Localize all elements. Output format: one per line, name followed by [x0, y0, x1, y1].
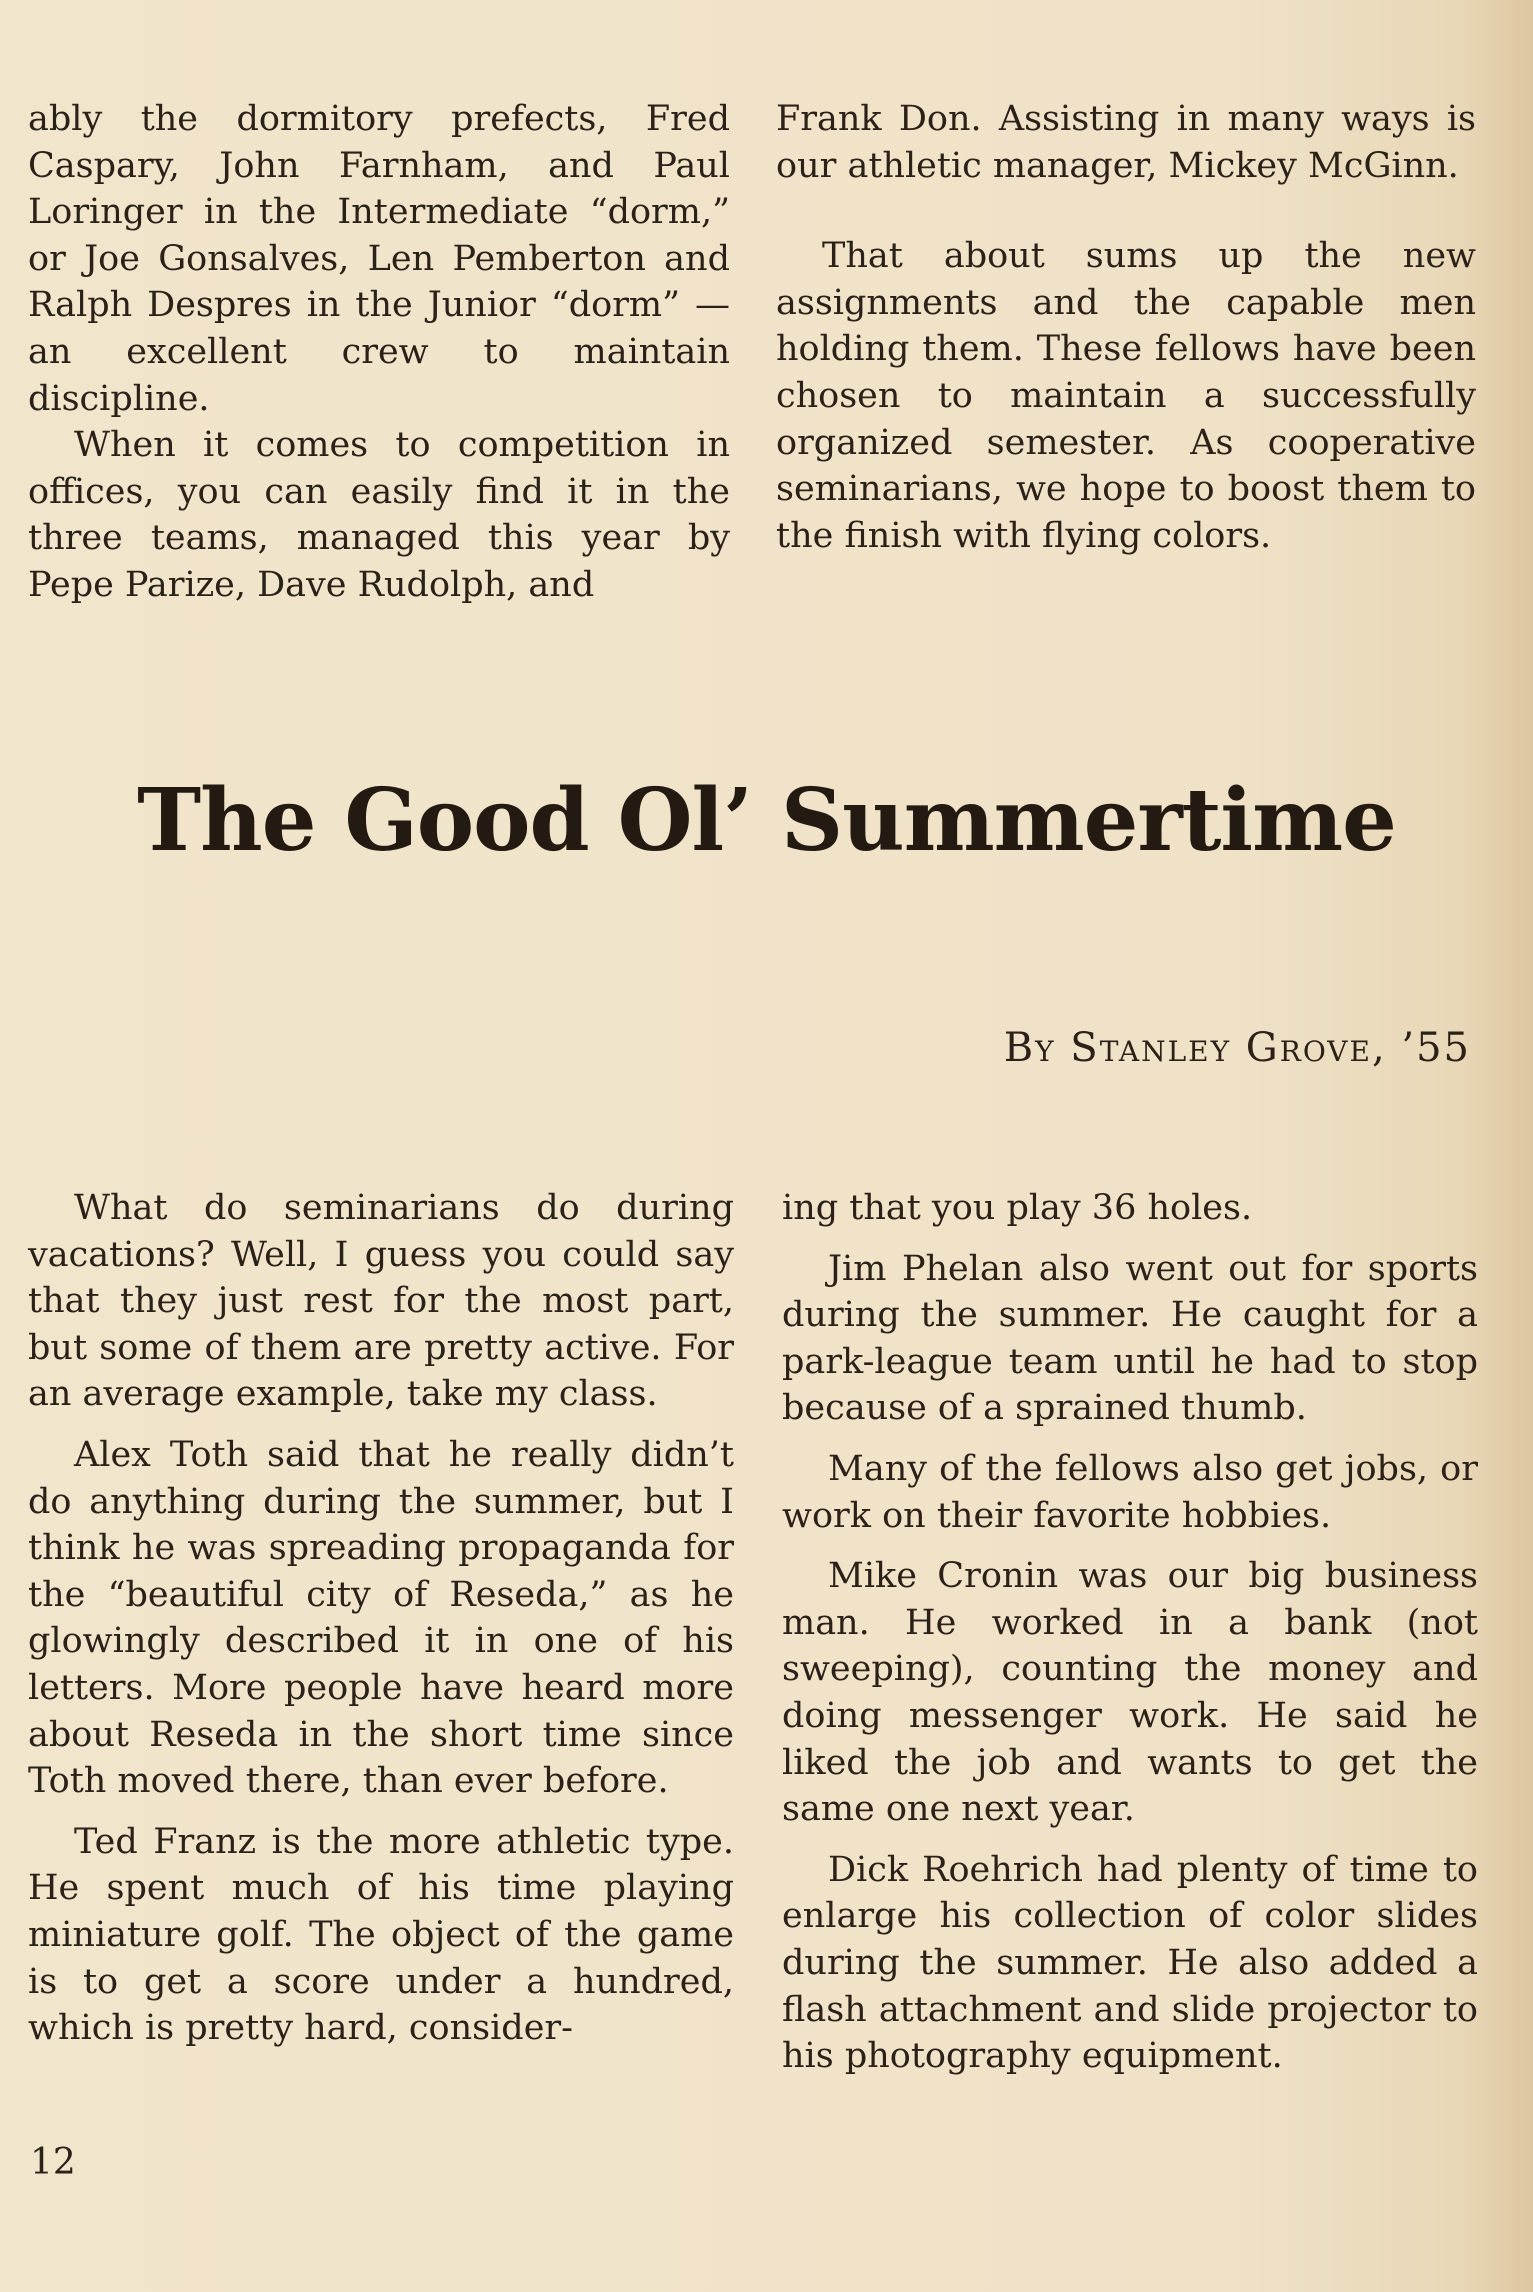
paragraph: ably the dormitory prefects, Fred Caspary, John Farnham, and Paul Loringer in the Intermediate “dorm,” or Joe Gonsalves, Len Pemberton and Ralph Despres in the Junior “dorm” — an excellent crew to maintain discipline.: [28, 99, 730, 419]
paragraph: Frank Don. Assisting in many ways is our athletic manager, Mickey McGinn.: [776, 99, 1476, 186]
paragraph: Ted Franz is the more athletic type. He spent much of his time playing miniature golf. The object of the game is to get a score under a hundred, which is pretty hard, consider-: [28, 1821, 734, 2049]
article-title: The Good Ol’ Summertime: [137, 770, 1396, 871]
bottom-left-column: [28, 1185, 734, 2052]
paragraph: Jim Phelan also went out for sports during the summer. He caught for a park-league team until he had to stop because of a sprained thumb.: [782, 1248, 1478, 1429]
page-number: 12: [30, 2142, 76, 2183]
paragraph: That about sums up the new assignments and the capable men holding them. These fellows have been chosen to maintain a successfully organized semester. As cooperative seminarians, we hope to boost them to the finish with flying colors.: [776, 236, 1476, 556]
paragraph: What do seminarians do during vacations? Well, I guess you could say that they just rest for the most part, but some of them are pretty active. For an average example, take my class.: [28, 1188, 734, 1415]
top-left-column: [28, 96, 730, 609]
top-right-column: [776, 96, 1476, 559]
paragraph: Dick Roehrich had plenty of time to enlarge his collection of color slides during the summer. He also added a flash attachment and slide projector to his photography equipment.: [782, 1849, 1478, 2077]
paragraph: ing that you play 36 holes.: [782, 1188, 1253, 1228]
article-byline: By Stanley Grove, ’55: [1003, 1025, 1471, 1071]
bottom-right-column: [782, 1185, 1478, 2080]
paragraph: Alex Toth said that he really didn’t do anything during the summer, but I think he was spreading propaganda for the “beautiful city of Reseda,” as he glowingly described it in one of his letters. More people have heard more about Reseda in the short time since Toth moved there, than ever before.: [28, 1434, 734, 1802]
paragraph: Mike Cronin was our big business man. He worked in a bank (not sweeping), counting the money and doing messenger work. He said he liked the job and wants to get the same one next year.: [782, 1556, 1478, 1830]
paragraph: Many of the fellows also get jobs, or work on their favorite hobbies.: [782, 1448, 1478, 1536]
paragraph: When it comes to competition in offices, you can easily find it in the three teams, managed this year by Pepe Parize, Dave Rudolph, and: [28, 425, 730, 605]
